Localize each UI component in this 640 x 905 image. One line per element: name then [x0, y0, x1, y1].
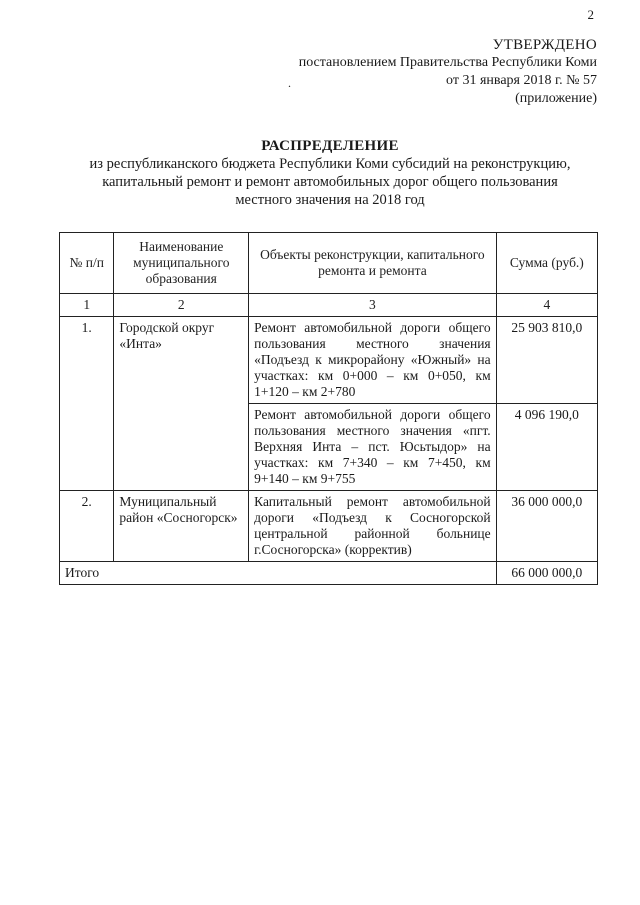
approval-line: постановлением Правительства Республики Коми: [298, 55, 597, 70]
table-header-row: [60, 233, 598, 294]
column-index: 1: [60, 294, 114, 317]
heading-line: местного значения на 2018 год: [235, 192, 425, 208]
road-object: Капитальный ремонт автомобильной дороги «Подъезд к Сосногорской центральной районной больнице г.Сосногорска» (корректив): [249, 491, 497, 562]
distribution-table: [59, 232, 598, 585]
column-index: 4: [496, 294, 597, 317]
subsidy-sum: 4 096 190,0: [496, 404, 597, 491]
municipality-name: Муниципальный район «Сосногорск»: [114, 491, 249, 562]
total-sum: 66 000 000,0: [496, 562, 597, 585]
document-heading: [40, 137, 620, 209]
approval-stamp: [299, 36, 597, 108]
stray-mark: .: [288, 76, 291, 90]
column-header-objects: Объекты реконструкции, капитального ремонта и ремонта: [249, 233, 497, 294]
road-object: Ремонт автомобильной дороги общего пользования местного значения «пгт. Верхняя Инта – пст. Юсьтыдор» на участках: км 7+340 – км 7+450, км 9+140 – км 9+755: [249, 404, 497, 491]
approval-date: от 31 января 2018 г. № 57: [446, 73, 597, 88]
page-number: 2: [587, 7, 594, 22]
heading-line: капитальный ремонт и ремонт автомобильных дорог общего пользования: [102, 174, 558, 190]
column-header-sum: Сумма (руб.): [496, 233, 597, 294]
approval-title: УТВЕРЖДЕНО: [492, 37, 597, 53]
column-index: 2: [114, 294, 249, 317]
heading-line: из республиканского бюджета Республики Коми субсидий на реконструкцию,: [89, 156, 571, 172]
table-row: [60, 491, 598, 562]
road-object: Ремонт автомобильной дороги общего пользования местного значения «Подъезд к микрорайону «Южный» на участках: км 0+000 – км 0+050, км 1+120 – км 2+780: [249, 317, 497, 404]
subsidy-sum: 36 000 000,0: [496, 491, 597, 562]
total-label: Итого: [60, 562, 497, 585]
column-header-municipality: Наименование муниципального образования: [114, 233, 249, 294]
column-header-number: № п/п: [60, 233, 114, 294]
subsidy-sum: 25 903 810,0: [496, 317, 597, 404]
table-row: [60, 317, 598, 404]
total-row: [60, 562, 598, 585]
approval-note: (приложение): [515, 91, 597, 106]
municipality-name: Городской округ «Инта»: [114, 317, 249, 491]
row-number: 2.: [60, 491, 114, 562]
row-number: 1.: [60, 317, 114, 491]
column-index: 3: [249, 294, 497, 317]
column-index-row: [60, 294, 598, 317]
document-title: РАСПРЕДЕЛЕНИЕ: [261, 138, 399, 154]
